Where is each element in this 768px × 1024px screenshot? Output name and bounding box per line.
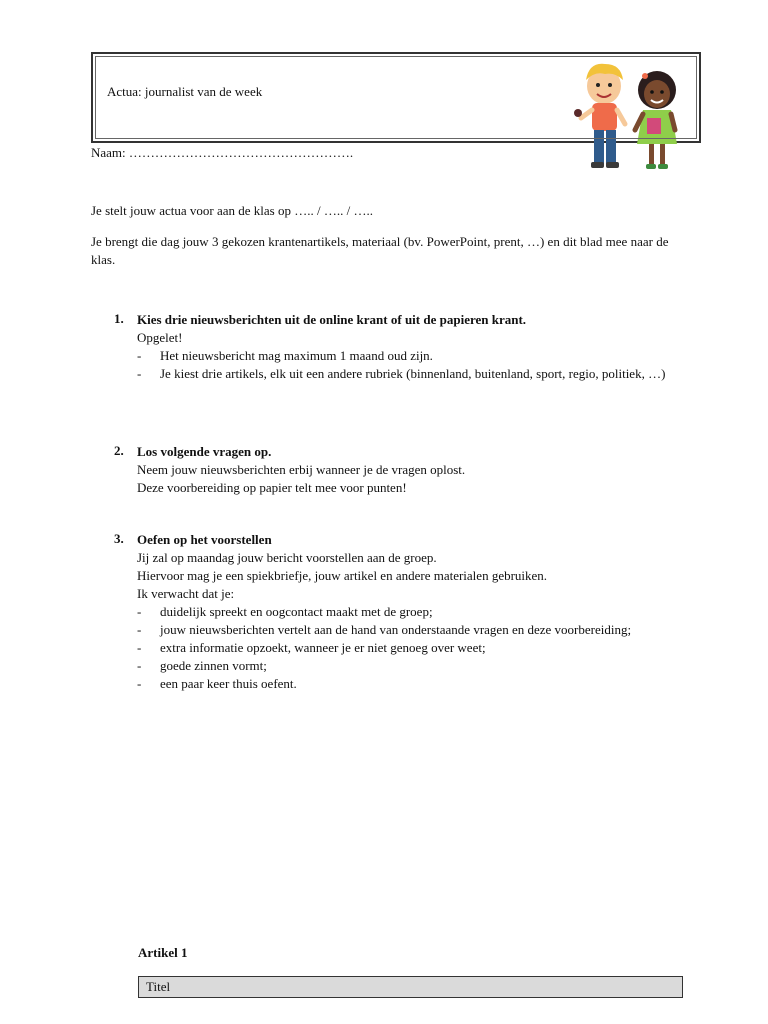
step-title: Los volgende vragen op. [137,444,272,459]
header-box [91,52,701,143]
artikel-heading: Artikel 1 [138,945,188,960]
step-1 [114,311,694,383]
presentation-date-line: Je stelt jouw actua voor aan de klas op ….. / ….. / ….. [91,203,373,218]
bullet-dash: - [137,640,142,655]
step-line: Opgelet! [137,330,183,345]
titel-field[interactable] [138,976,683,998]
step-number: 2. [114,443,124,458]
list-item-text: Je kiest drie artikels, elk uit een andere rubriek (binnenland, buitenland, sport, regio, politiek, …) [160,366,666,381]
list-item-text: jouw nieuwsberichten vertelt aan de hand van onderstaande vragen en deze voorbereiding; [160,622,632,637]
materials-paragraph: Je brengt die dag jouw 3 gekozen krantenartikels, materiaal (bv. PowerPoint, prent, …) en dit blad mee naar de klas. [91,234,669,267]
bullet-dash: - [137,604,142,619]
list-item [137,639,694,657]
step-line: Jij zal op maandag jouw bericht voorstellen aan de groep. [137,550,437,565]
list-item-text: duidelijk spreekt en oogcontact maakt met de groep; [160,604,433,619]
page-title: Actua: journalist van de week [107,84,263,99]
step-2 [114,443,694,497]
bullet-dash: - [137,366,142,381]
step-title: Kies drie nieuwsberichten uit de online krant of uit de papieren krant. [137,312,527,327]
step-number: 1. [114,311,124,326]
list-item-text: Het nieuwsbericht mag maximum 1 maand oud zijn. [160,348,433,363]
bullet-dash: - [137,658,142,673]
step-3 [114,531,694,693]
step-line: Ik verwacht dat je: [137,586,235,601]
kids-illustration [569,58,689,176]
list-item-text: goede zinnen vormt; [160,658,267,673]
bullet-dash: - [137,676,142,691]
list-item-text: een paar keer thuis oefent. [160,676,297,691]
bullet-dash: - [137,622,142,637]
bullet-dash: - [137,348,142,363]
list-item [137,603,694,621]
titel-label: Titel [146,979,171,994]
step-number: 3. [114,531,124,546]
step-title: Oefen op het voorstellen [137,532,272,547]
name-line: Naam: ……………………………………………. [91,145,354,160]
list-item [137,347,694,365]
step-line: Neem jouw nieuwsberichten erbij wanneer je de vragen oplost. [137,462,466,477]
list-item [137,621,694,639]
step-line: Hiervoor mag je een spiekbriefje, jouw artikel en andere materialen gebruiken. [137,568,548,583]
list-item [137,675,694,693]
step-line: Deze voorbereiding op papier telt mee voor punten! [137,480,407,495]
list-item [137,657,694,675]
list-item-text: extra informatie opzoekt, wanneer je er niet genoeg over weet; [160,640,486,655]
list-item [137,365,694,383]
